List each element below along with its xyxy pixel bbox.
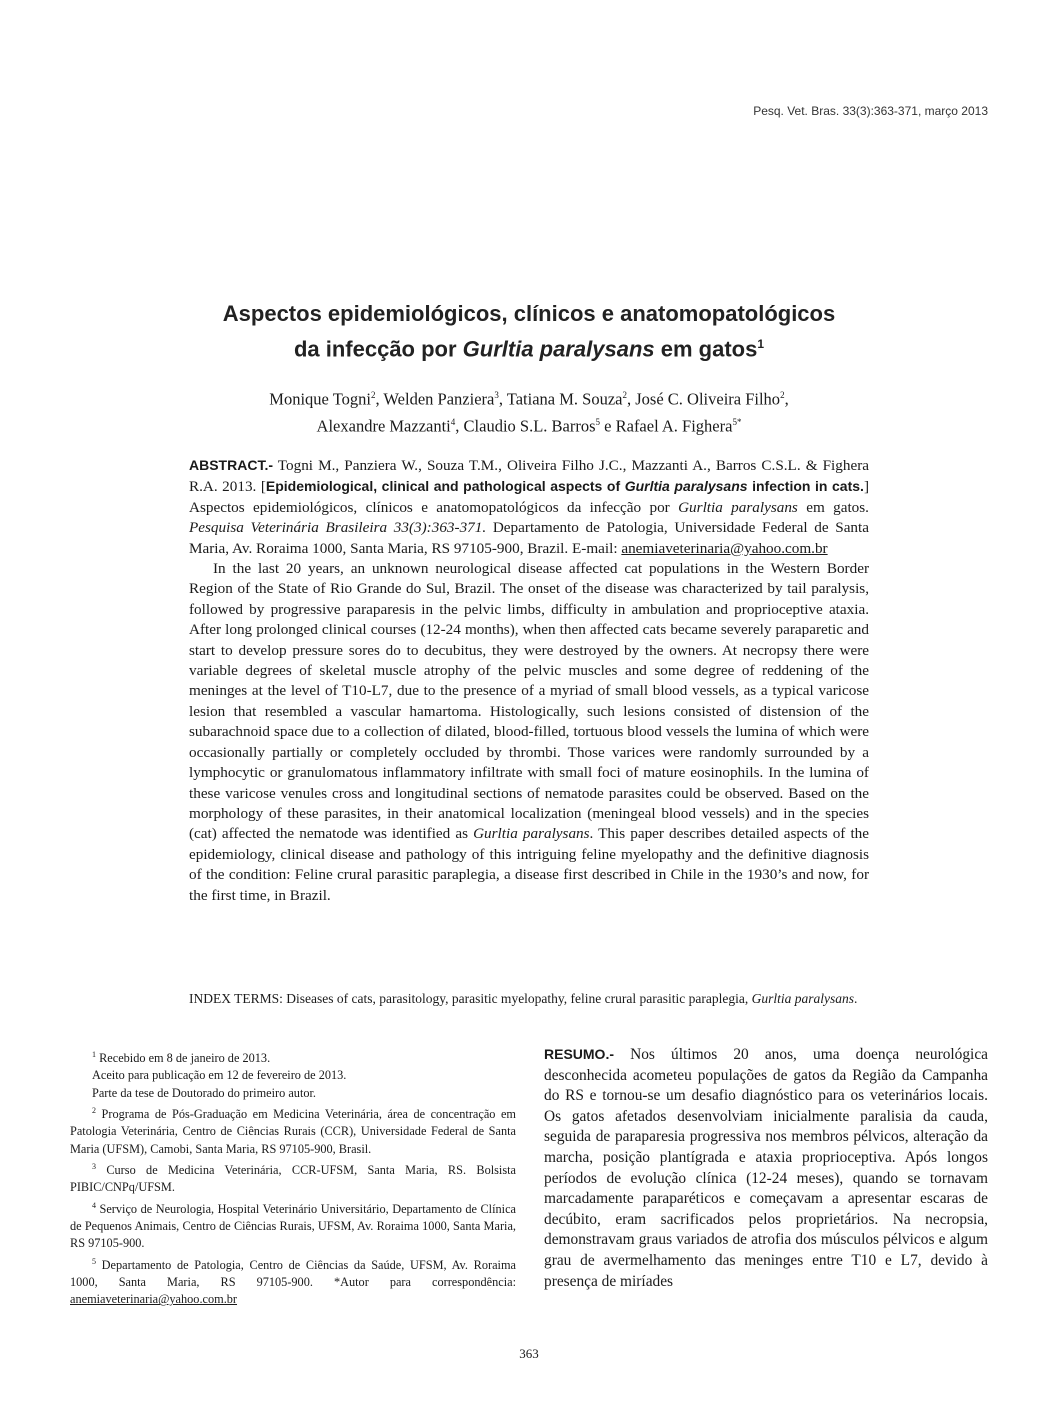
title-text: da infecção por bbox=[293, 336, 463, 362]
author-affiliation-mark: 4 bbox=[450, 416, 456, 427]
index-terms: INDEX TERMS: Diseases of cats, parasitology, parasitic myelopathy, feline crural parasitic paraplegia, Gurltia paralysans. bbox=[189, 991, 858, 1006]
footnote-1-line-3: Parte da tese de Doutorado do primeiro autor. bbox=[92, 1085, 317, 1100]
article-title bbox=[120, 298, 938, 364]
footnote-2: $^2$ Programa de Pós-Graduação em Medicina Veterinária, área de concentração em Patologia Veterinária, Centro de Ciências Rurais (CCR), Universidade Federal de Santa Maria (UFSM), Camobi, Santa Maria, RS 97105-900, Brasil. bbox=[70, 1105, 516, 1156]
title-line-1: Aspectos epidemiológicos, clínicos e anatomopatológicos bbox=[222, 301, 836, 326]
author-name: Claudio S.L. Barros bbox=[463, 416, 596, 435]
citation-address: Departamento de Patologia, Universidade Federal de Santa Maria, Av. Roraima 1000, Santa Maria, RS 97105-900, Brazil. E-mail: bbox=[189, 519, 869, 557]
citation-journal: Pesquisa Veterinária Brasileira 33(3):363-371. bbox=[189, 519, 487, 537]
abstract-english-title: Epidemiological, clinical and pathological aspects of Gurltia paralysans infection in cats. bbox=[265, 478, 864, 495]
author-separator: , bbox=[784, 389, 789, 409]
abstract-citation bbox=[189, 455, 869, 559]
resumo-text: Nos últimos 20 anos, uma doença neurológica desconhecida acometeu populações de gatos da Região da Campanha do RS e tornou-se um desafio diagnóstico para os veterinários locais. Os gatos afetados desenvolviam inicialmente paralisia da cauda, seguida de paraparesia progressiva nos membros pélvicos, alteração da marcha, posição plantígrada e ataxia proprioceptiva. Após longos períodos de evolução clínica (12-24 meses), quando se tornavam marcadamente paraparéticos e começavam a apresentar escaras de decúbito, eram sacrificados pelos proprietários. Na necropsia, demonstravam graus variados de atrofia dos músculos pélvicos e algum grau de avermelhamento das meninges entre T10 e L7, devido à presença de miríades bbox=[544, 1046, 988, 1290]
author-separator: e bbox=[600, 416, 616, 435]
title-species: Gurltia paralysans bbox=[462, 336, 655, 362]
citation-authors: Togni M., Panziera W., Souza T.M., Oliveira Filho J.C., Mazzanti A., Barros C.S.L. & Fighera R.A. 2013. [ bbox=[189, 457, 869, 496]
title-line-2 bbox=[120, 329, 938, 364]
author-affiliation-mark: 2 bbox=[780, 390, 785, 400]
resumo-label: RESUMO.- bbox=[544, 1046, 614, 1062]
author-separator: , bbox=[375, 389, 384, 409]
abstract-label: ABSTRACT.- bbox=[189, 457, 273, 473]
author-separator: , bbox=[455, 416, 464, 435]
footnote-4: $^4$ Serviço de Neurologia, Hospital Veterinário Universitário, Departamento de Clínica de Pequenos Animais, Centro de Ciências Rurais, UFSM, Av. Roraima 1000, Santa Maria, RS 97105-900. bbox=[70, 1200, 516, 1251]
abstract bbox=[189, 455, 869, 906]
author-name: Tatiana M. Souza bbox=[506, 389, 623, 409]
author-list bbox=[140, 384, 918, 437]
citation-species: Gurltia paralysans bbox=[678, 498, 798, 516]
author-separator: , bbox=[626, 389, 636, 409]
footnote-1-line-2: Aceito para publicação em 12 de fevereiro de 2013. bbox=[92, 1068, 347, 1083]
email-link[interactable]: anemiaveterinaria@yahoo.com.br bbox=[621, 539, 828, 557]
title-text-end: em gatos bbox=[654, 336, 758, 362]
author-affiliation-mark: 2 bbox=[622, 390, 627, 400]
author-affiliation-mark: 2 bbox=[370, 390, 376, 400]
author-affiliation-mark: 3 bbox=[494, 390, 499, 400]
author-name: José C. Oliveira Filho bbox=[635, 389, 781, 409]
citation-text: ] Aspectos epidemiológicos, clínicos e anatomopatológicos da infecção por bbox=[189, 478, 869, 516]
author-name: Welden Panziera bbox=[383, 389, 495, 409]
journal-reference: Pesq. Vet. Bras. 33(3):363-371, março 2013 bbox=[753, 104, 988, 118]
author-affiliation-mark: 5 bbox=[595, 416, 601, 427]
title-footnote-mark: 1 bbox=[757, 337, 765, 351]
footnote-3: $^3$ Curso de Medicina Veterinária, CCR-UFSM, Santa Maria, RS. Bolsista PIBIC/CNPq/UFSM. bbox=[70, 1161, 516, 1195]
author-name: Rafael A. Fighera bbox=[615, 416, 733, 435]
footnote-5: $^5$ Departamento de Patologia, Centro de Ciências da Saúde, UFSM, Av. Roraima 1000, Santa Maria, RS 97105-900. *Autor para correspondência: anemiaveterinaria@yahoo.com.br bbox=[70, 1256, 516, 1307]
author-separator: , bbox=[498, 389, 507, 409]
resumo bbox=[544, 1044, 988, 1292]
abstract-body: In the last 20 years, an unknown neurological disease affected cat populations in the Western Border Region of the State of Rio Grande do Sul, Brazil. The onset of the disease was characterized by tail paralysis, followed by progressive paraparesis in the pelvic limbs, difficulty in ambulation and proprioceptive ataxia. After long prolonged clinical courses (12-24 months), when then affected cats became severely paraparetic and start to develop pressure sores do to decubitus, they were destroyed by the owners. At necropsy there were variable degrees of skeletal muscle atrophy of the pelvic muscles and some degree of reddening of the meninges at the level of T10-L7, due to the presence of a myriad of small blood vessels, as a typical varicose lesion that resembled a vascular hamartoma. Histologically, such lesions consisted of distension of the subarachnoid space due to a collection of dilated, blood-filled, tortuous blood vessels the lumina of which were occasionally partially or completely occluded by thrombi. Those varices were randomly surrounded by a lymphocytic or granulomatous inflammatory infiltrate with small foci of mature eosinophils. In the lumina of these varicose venules cross and longitudinal sections of nematode parasites could be observed. Based on the morphology of these parasites, in their anatomical localization (meningeal blood vessels) and in the species (cat) affected the nematode was identified as Gurltia paralysans. This paper describes detailed aspects of the epidemiology, clinical disease and pathology of this intriguing feline myelopathy and the definitive diagnosis of the condition: Feline crural parasitic paraplegia, a disease first described in Chile in the 1930’s and now, for the first time, in Brazil. bbox=[189, 560, 870, 904]
author-name: Monique Togni bbox=[269, 389, 371, 409]
author-name: Alexandre Mazzanti bbox=[316, 416, 451, 435]
footnote-email-link[interactable]: anemiaveterinaria@yahoo.com.br bbox=[70, 1292, 238, 1307]
footnotes bbox=[70, 1046, 516, 1309]
footnote-1: $^1$ Recebido em 8 de janeiro de 2013. bbox=[92, 1050, 271, 1066]
citation-text-2: em gatos. bbox=[797, 498, 869, 516]
page-number: 363 bbox=[519, 1346, 539, 1361]
author-affiliation-mark: 5* bbox=[732, 416, 742, 427]
